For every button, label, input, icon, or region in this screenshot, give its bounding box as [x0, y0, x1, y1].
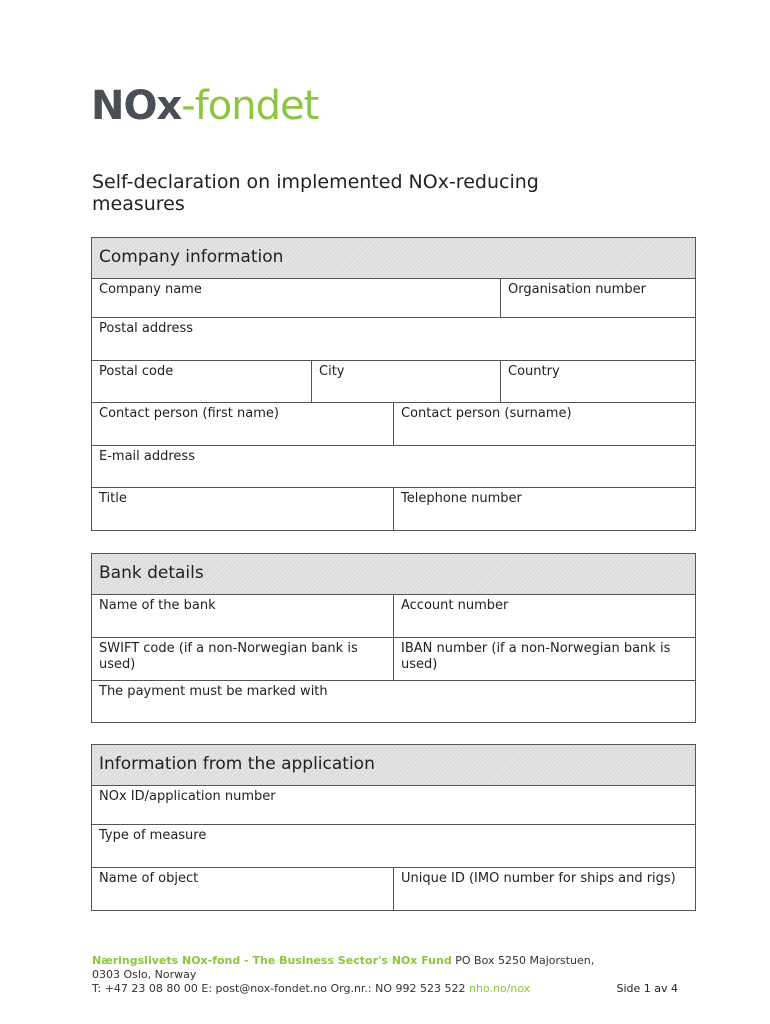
application-information-table — [91, 744, 696, 911]
footer-org-name: Næringslivets NOx-fond - The Business Sector's NOx Fund — [92, 954, 452, 967]
contact-first-name-field[interactable]: Contact person (first name) — [92, 403, 394, 446]
application-information-heading: Information from the application — [92, 745, 696, 786]
footer-address-line2: 0303 Oslo, Norway — [92, 968, 197, 981]
logo-nox: NOx — [91, 83, 182, 129]
iban-number-field[interactable]: IBAN number (if a non-Norwegian bank is used) — [394, 638, 696, 681]
page-footer — [92, 954, 692, 996]
telephone-number-field[interactable]: Telephone number — [394, 488, 696, 531]
page-number: Side 1 av 4 — [616, 982, 678, 995]
country-field[interactable]: Country — [501, 361, 696, 403]
title-field[interactable]: Title — [92, 488, 394, 531]
company-information-heading: Company information — [92, 238, 696, 279]
footer-line-1 — [92, 954, 692, 968]
account-number-field[interactable]: Account number — [394, 595, 696, 638]
footer-website-link[interactable]: nho.no/nox — [469, 982, 531, 995]
swift-code-field[interactable]: SWIFT code (if a non-Norwegian bank is used) — [92, 638, 394, 681]
page-title: Self-declaration on implemented NOx-reducing measures — [92, 171, 539, 215]
organisation-number-field[interactable]: Organisation number — [501, 279, 696, 318]
postal-address-field[interactable]: Postal address — [92, 318, 696, 361]
payment-marking-field[interactable]: The payment must be marked with — [92, 681, 696, 723]
footer-contact: T: +47 23 08 80 00 E: post@nox-fondet.no Org.nr.: NO 992 523 522 — [92, 982, 466, 995]
footer-line-3 — [92, 982, 692, 996]
nox-id-field[interactable]: NOx ID/application number — [92, 786, 696, 825]
logo-fondet: -fondet — [181, 83, 319, 129]
bank-details-table — [91, 553, 696, 723]
postal-code-field[interactable]: Postal code — [92, 361, 312, 403]
company-information-table — [91, 237, 696, 531]
unique-id-field[interactable]: Unique ID (IMO number for ships and rigs) — [394, 868, 696, 911]
city-field[interactable]: City — [312, 361, 501, 403]
footer-address-line1: PO Box 5250 Majorstuen, — [455, 954, 595, 967]
type-of-measure-field[interactable]: Type of measure — [92, 825, 696, 868]
email-address-field[interactable]: E-mail address — [92, 446, 696, 488]
contact-surname-field[interactable]: Contact person (surname) — [394, 403, 696, 446]
bank-details-heading: Bank details — [92, 554, 696, 595]
name-of-object-field[interactable]: Name of object — [92, 868, 394, 911]
company-name-field[interactable]: Company name — [92, 279, 501, 318]
nox-fondet-logo — [91, 83, 319, 129]
bank-name-field[interactable]: Name of the bank — [92, 595, 394, 638]
